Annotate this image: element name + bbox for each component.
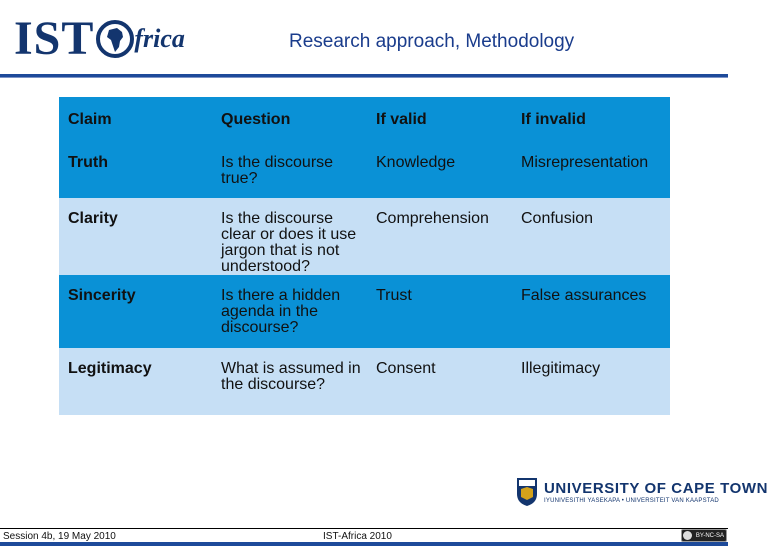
logo-frica-text: frica: [134, 24, 185, 53]
cell-if-invalid: False assurances: [521, 287, 647, 304]
table-row: [59, 275, 670, 348]
cell-claim: Legitimacy: [68, 360, 152, 377]
ist-africa-logo: [14, 14, 185, 64]
cell-if-valid: Knowledge: [376, 154, 456, 171]
cc-icon: [683, 531, 692, 540]
cell-question: What is assumed in the discourse?: [221, 360, 361, 393]
column-header-claim: Claim: [59, 97, 212, 142]
cell-claim: Sincerity: [68, 287, 136, 304]
validity-claims-table: [59, 97, 670, 415]
university-name: UNIVERSITY OF CAPE TOWN: [544, 479, 768, 497]
uct-logo: [516, 477, 768, 507]
cc-badge-label: BY-NC-SA: [695, 532, 724, 539]
cell-question: Is there a hidden agenda in the discourse?: [221, 287, 341, 336]
cell-question: Is the discourse true?: [221, 154, 334, 187]
footer-event-label: IST-Africa 2010: [323, 531, 392, 542]
uct-crest-icon: [516, 477, 538, 507]
university-subtitle: IYUNIVESITHI YASEKAPA • UNIVERSITEIT VAN KAAPSTAD: [544, 497, 719, 504]
creative-commons-license-badge[interactable]: [681, 529, 727, 542]
table-row: [59, 348, 670, 415]
cell-if-valid: Comprehension: [376, 210, 489, 227]
table-header-row: [59, 97, 670, 142]
africa-globe-icon: [95, 19, 135, 59]
cell-if-valid: Trust: [376, 287, 412, 304]
cell-if-invalid: Misrepresentation: [521, 154, 649, 171]
cell-claim: Truth: [68, 154, 108, 171]
footer-session-label: Session 4b, 19 May 2010: [3, 531, 116, 542]
table-row: [59, 198, 670, 275]
footer-divider: [0, 528, 728, 529]
cell-claim: Clarity: [68, 210, 118, 227]
slide-header: [0, 0, 728, 74]
footer-band: [0, 542, 728, 546]
cell-question: Is the discourse clear or does it use jargon that is not understood?: [221, 210, 357, 275]
column-header-question: Question: [212, 97, 367, 142]
column-header-if-invalid: If invalid: [512, 97, 670, 142]
slide-footer: [0, 528, 728, 546]
header-divider-thin: [0, 77, 728, 78]
logo-ist-text: IST: [14, 12, 95, 65]
cell-if-invalid: Illegitimacy: [521, 360, 601, 377]
table-row: [59, 142, 670, 198]
slide-title: Research approach, Methodology: [289, 31, 575, 52]
cell-if-invalid: Confusion: [521, 210, 594, 227]
column-header-if-valid: If valid: [367, 97, 512, 142]
cell-if-valid: Consent: [376, 360, 436, 377]
